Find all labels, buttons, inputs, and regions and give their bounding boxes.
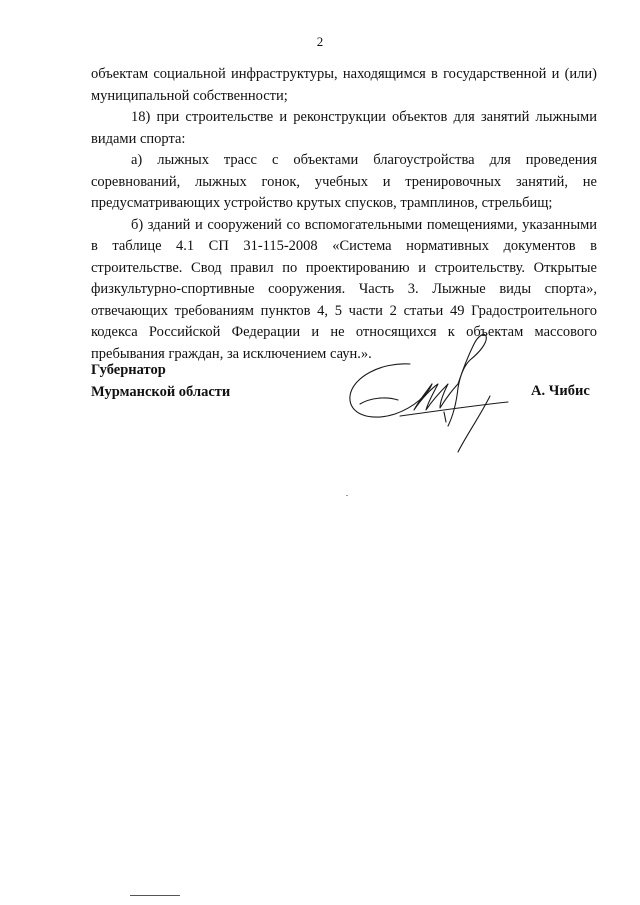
paragraph-subitem-a: а) лыжных трасс с объектами благоустройства для проведения соревнований, лыжных гонок, учебных и тренировочных занятий, не предусматривающих устройство крутых спусков, трамплинов, стрельбищ; [91,152,597,211]
paragraph-subitem-b: б) зданий и сооружений со вспомогательными помещениями, указанными в таблице 4.1 СП 31-115-2008 «Система нормативных документов в строительстве. Свод правил по проектированию и строительству. Открытые физкультурно-спортивные сооружения. Часть 3. Лыжные виды спорта», отвечающих требованиям пунктов 4, 5 части 2 статьи 49 Градостроительного кодекса Российской Федерации и не относящихся к объектам массового пребывания граждан, за исключением саун.». [91,216,597,362]
handwritten-signature [340,326,520,466]
scan-speck [346,495,348,496]
signatory-title-line2: Мурманской области [91,383,231,400]
page-number: 2 [316,34,324,49]
signatory-title-line1: Губернатор [91,362,166,378]
document-body [91,64,597,365]
signatory-name: А. Чибис [531,383,590,399]
paragraph-item-18: 18) при строительстве и реконструкции объектов для занятий лыжными видами спорта: [91,109,597,147]
paragraph-continuation: объектам социальной инфраструктуры, находящимся в государственной и (или) муниципальной собственности; [91,66,597,104]
signatory-title [91,360,230,403]
footer-divider [130,895,180,896]
